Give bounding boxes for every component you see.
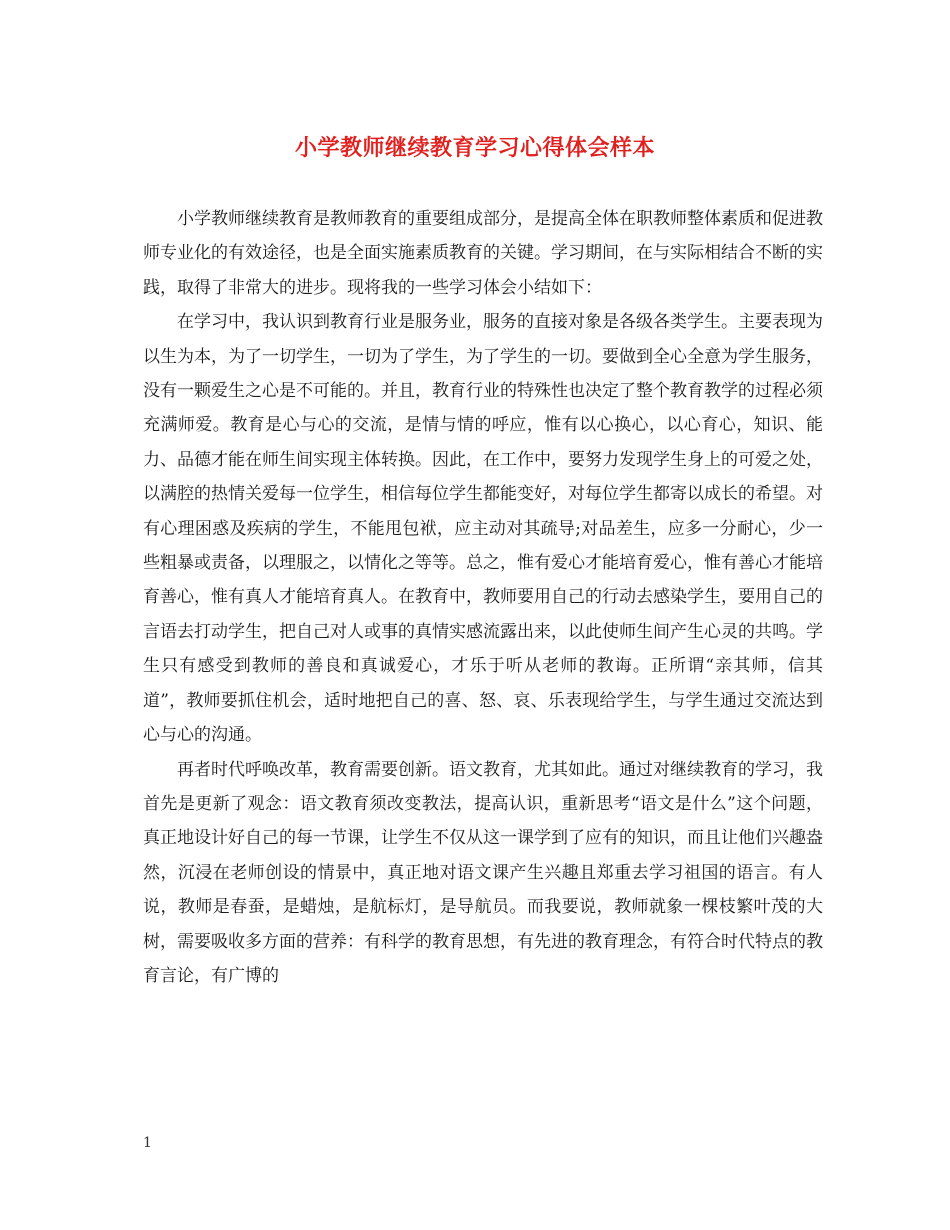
page-number: 1	[143, 1135, 152, 1151]
paragraph-reform: 再者时代呼唤改革，教育需要创新。语文教育，尤其如此。通过对继续教育的学习，我首先是更新了观念：语文教育须改变教法，提高认识，重新思考“语文是什么”这个问题，真正地设计好自己的每一节课，让学生不仅从这一课学到了应有的知识，而且让他们兴趣盎然，沉浸在老师创设的情景中，真正地对语文课产生兴趣且郑重去学习祖国的语言。有人说，教师是春蚕，是蜡烛，是航标灯，是导航员。而我要说，教师就象一棵枝繁叶茂的大树，需要吸收多方面的营养：有科学的教育思想，有先进的教育理念，有符合时代特点的教育言论，有广博的	[143, 759, 823, 986]
paragraph-service: 在学习中，我认识到教育行业是服务业，服务的直接对象是各级各类学生。主要表现为以生为本，为了一切学生，一切为了学生，为了学生的一切。要做到全心全意为学生服务，没有一颗爱生之心是不可能的。并且，教育行业的特殊性也决定了整个教育教学的过程必须充满师爱。教育是心与心的交流，是情与情的呼应，惟有以心换心，以心育心，知识、能力、品德才能在师生间实现主体转换。因此，在工作中，要努力发现学生身上的可爱之处，以满腔的热情关爱每一位学生，相信每位学生都能变好，对每位学生都寄以成长的希望。对有心理困惑及疾病的学生，不能甩包袱，应主动对其疏导;对品差生，应多一分耐心，少一些粗暴或责备，以理服之，以情化之等等。总之，惟有爱心才能培育爱心，惟有善心才能培育善心，惟有真人才能培育真人。在教育中，教师要用自己的行动去感染学生，要用自己的言语去打动学生，把自己对人或事的真情实感流露出来，以此使师生间产生心灵的共鸣。学生只有感受到教师的善良和真诚爱心，才乐于听从老师的教诲。正所谓“亲其师，信其道”，教师要抓住机会，适时地把自己的喜、怒、哀、乐表现给学生，与学生通过交流达到心与心的沟通。	[143, 312, 823, 746]
paragraph-intro: 小学教师继续教育是教师教育的重要组成部分，是提高全体在职教师整体素质和促进教师专业化的有效途径，也是全面实施素质教育的关键。学习期间，在与实际相结合不断的实践，取得了非常大的进步。现将我的一些学习体会小结如下：	[143, 209, 823, 298]
document-title: 小学教师继续教育学习心得体会样本	[294, 135, 655, 161]
document-body	[143, 202, 823, 993]
